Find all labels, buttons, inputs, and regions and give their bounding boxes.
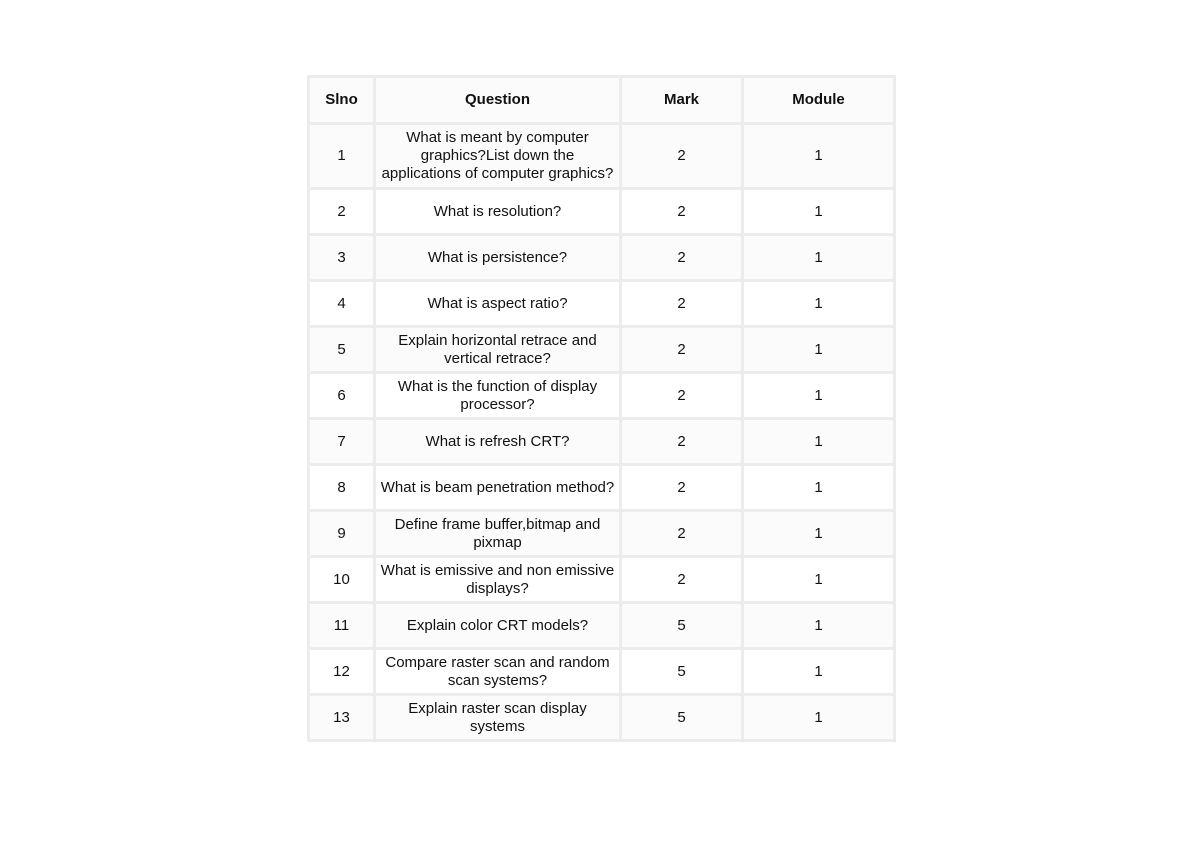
table-row: [309, 649, 895, 695]
cell-mark: 2: [621, 189, 743, 235]
header-question: Question: [375, 77, 621, 124]
cell-module: 1: [743, 373, 895, 419]
cell-slno: 6: [309, 373, 375, 419]
cell-module: 1: [743, 511, 895, 557]
cell-module: 1: [743, 419, 895, 465]
cell-module: 1: [743, 557, 895, 603]
cell-slno: 10: [309, 557, 375, 603]
table-row: [309, 373, 895, 419]
question-table: [307, 75, 896, 742]
cell-slno: 2: [309, 189, 375, 235]
table-row: [309, 281, 895, 327]
cell-module: 1: [743, 695, 895, 741]
table-row: [309, 511, 895, 557]
cell-slno: 3: [309, 235, 375, 281]
header-slno: Slno: [309, 77, 375, 124]
table-row: [309, 603, 895, 649]
cell-slno: 9: [309, 511, 375, 557]
cell-mark: 5: [621, 649, 743, 695]
cell-slno: 4: [309, 281, 375, 327]
cell-mark: 2: [621, 419, 743, 465]
table-row: [309, 124, 895, 189]
table-row: [309, 557, 895, 603]
cell-question: What is emissive and non emissive displays?: [375, 557, 621, 603]
cell-slno: 7: [309, 419, 375, 465]
table-header-row: [309, 77, 895, 124]
cell-question: Compare raster scan and random scan systems?: [375, 649, 621, 695]
cell-mark: 2: [621, 124, 743, 189]
cell-module: 1: [743, 649, 895, 695]
cell-question: Define frame buffer,bitmap and pixmap: [375, 511, 621, 557]
cell-slno: 11: [309, 603, 375, 649]
cell-module: 1: [743, 235, 895, 281]
cell-mark: 5: [621, 695, 743, 741]
cell-question: Explain raster scan display systems: [375, 695, 621, 741]
cell-question: Explain horizontal retrace and vertical retrace?: [375, 327, 621, 373]
cell-mark: 2: [621, 327, 743, 373]
cell-question: What is refresh CRT?: [375, 419, 621, 465]
header-module: Module: [743, 77, 895, 124]
header-mark: Mark: [621, 77, 743, 124]
table-row: [309, 235, 895, 281]
cell-module: 1: [743, 327, 895, 373]
cell-module: 1: [743, 281, 895, 327]
cell-question: What is aspect ratio?: [375, 281, 621, 327]
cell-question: What is resolution?: [375, 189, 621, 235]
cell-slno: 13: [309, 695, 375, 741]
cell-module: 1: [743, 465, 895, 511]
table-row: [309, 419, 895, 465]
cell-slno: 5: [309, 327, 375, 373]
cell-question: What is beam penetration method?: [375, 465, 621, 511]
table-row: [309, 189, 895, 235]
cell-question: Explain color CRT models?: [375, 603, 621, 649]
table-row: [309, 465, 895, 511]
cell-slno: 12: [309, 649, 375, 695]
cell-slno: 8: [309, 465, 375, 511]
cell-question: What is the function of display processor?: [375, 373, 621, 419]
cell-slno: 1: [309, 124, 375, 189]
cell-question: What is persistence?: [375, 235, 621, 281]
cell-question: What is meant by computer graphics?List down the applications of computer graphics?: [375, 124, 621, 189]
cell-module: 1: [743, 124, 895, 189]
cell-mark: 2: [621, 465, 743, 511]
table-row: [309, 695, 895, 741]
cell-module: 1: [743, 189, 895, 235]
cell-mark: 5: [621, 603, 743, 649]
cell-module: 1: [743, 603, 895, 649]
table-row: [309, 327, 895, 373]
cell-mark: 2: [621, 373, 743, 419]
cell-mark: 2: [621, 511, 743, 557]
cell-mark: 2: [621, 281, 743, 327]
cell-mark: 2: [621, 557, 743, 603]
cell-mark: 2: [621, 235, 743, 281]
